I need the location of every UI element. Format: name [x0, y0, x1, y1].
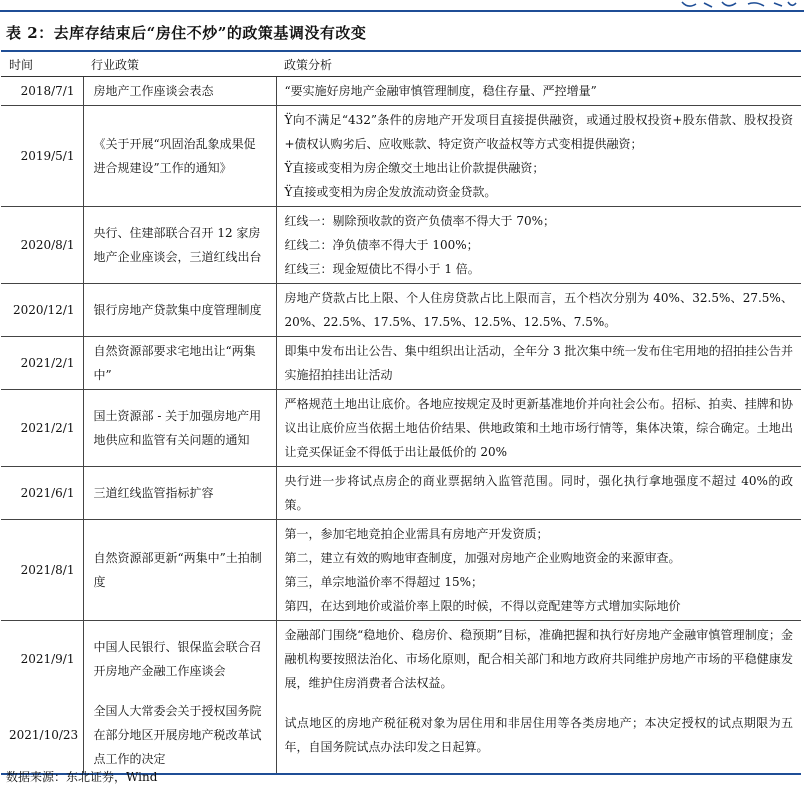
- analysis-line: 红线二：净负债率不得大于 100%；: [284, 238, 479, 252]
- analysis-line: 第二，建立有效的购地审查制度，加强对房地产企业购地资金的来源审查。: [284, 551, 681, 565]
- analysis-line: 红线一：剔除预收款的资产负债率不得大于 70%；: [284, 214, 555, 228]
- analysis-line: 金融部门围绕“稳地价、稳房价、稳预期”目标，准确把握和执行好房地产金融审慎管理制度；金融机构要按照法治化、市场化原则，配合相关部门和地方政府共同维护房地产市场的平稳健康发展，维护住房消费者合法权益。: [284, 628, 793, 690]
- row-policy: 房地产工作座谈会表态: [83, 77, 276, 106]
- row-analysis: [276, 467, 801, 520]
- analysis-line: “要实施好房地产金融审慎管理制度，稳住存量、严控增量”: [284, 84, 597, 98]
- row-date: 2020/8/1: [1, 207, 83, 284]
- row-analysis: [276, 520, 801, 621]
- row-date: 2021/10/23: [1, 697, 83, 774]
- analysis-line: 房地产贷款占比上限、个人住房贷款占比上限而言，五个档次分别为 40%、32.5%、27.5%、20%、22.5%、17.5%、17.5%、12.5%、12.5%、7.5%。: [284, 291, 793, 329]
- table-row: [1, 207, 801, 284]
- row-analysis: [276, 207, 801, 284]
- row-policy: 自然资源部更新“两集中”土拍制度: [83, 520, 276, 621]
- table-row: [1, 621, 801, 698]
- row-analysis: [276, 284, 801, 337]
- row-date: 2021/2/1: [1, 337, 83, 390]
- row-policy: 全国人大常委会关于授权国务院在部分地区开展房地产税改革试点工作的决定: [83, 697, 276, 774]
- analysis-line: Ÿ直接或变相为房企缴交土地出让价款提供融资；: [284, 161, 545, 175]
- row-analysis: [276, 337, 801, 390]
- header-policy: 行业政策: [83, 51, 276, 77]
- table-row: [1, 77, 801, 106]
- analysis-line: 第一，参加宅地竞拍企业需具有房地产开发资质；: [284, 527, 549, 541]
- policy-table: [1, 50, 801, 775]
- analysis-line: 即集中发布出让公告、集中组织出让活动，全年分 3 批次集中统一发布住宅用地的招拍挂公告并实施招拍挂出让活动: [284, 344, 793, 382]
- table-row: [1, 467, 801, 520]
- header-bar: [0, 0, 804, 14]
- table-row: [1, 520, 801, 621]
- row-analysis: [276, 390, 801, 467]
- row-date: 2020/12/1: [1, 284, 83, 337]
- row-policy: 《关于开展“巩固治乱象成果促进合规建设”工作的通知》: [83, 106, 276, 207]
- header-analysis: 政策分析: [276, 51, 801, 77]
- analysis-line: 红线三：现金短债比不得小于 1 倍。: [284, 262, 480, 276]
- row-analysis: [276, 621, 801, 698]
- analysis-line: Ÿ直接或变相为房企发放流动资金贷款。: [284, 185, 497, 199]
- table-row: [1, 390, 801, 467]
- analysis-line: 央行进一步将试点房企的商业票据纳入监管范围。同时，强化执行拿地强度不超过 40%的政策。: [284, 474, 793, 512]
- analysis-line: 第四，在达到地价或溢价率上限的时候，不得以竞配建等方式增加实际地价: [284, 599, 681, 613]
- row-analysis: [276, 77, 801, 106]
- row-date: 2021/6/1: [1, 467, 83, 520]
- analysis-line: 试点地区的房地产税征税对象为居住用和非居住用等各类房地产；本决定授权的试点期限为五年，自国务院试点办法印发之日起算。: [284, 716, 793, 754]
- row-analysis: [276, 106, 801, 207]
- table-row: [1, 106, 801, 207]
- row-policy: 自然资源部要求宅地出让“两集中”: [83, 337, 276, 390]
- row-analysis: [276, 697, 801, 774]
- analysis-line: 第三，单宗地溢价率不得超过 15%；: [284, 575, 483, 589]
- row-policy: 银行房地产贷款集中度管理制度: [83, 284, 276, 337]
- row-date: 2021/8/1: [1, 520, 83, 621]
- row-policy: 国土资源部 - 关于加强房地产用地供应和监管有关问题的通知: [83, 390, 276, 467]
- header-date: 时间: [1, 51, 83, 77]
- table-row: [1, 337, 801, 390]
- table-row: [1, 697, 801, 774]
- row-policy: 央行、住建部联合召开 12 家房地产企业座谈会，三道红线出台: [83, 207, 276, 284]
- analysis-line: Ÿ向不满足“432”条件的房地产开发项目直接提供融资，或通过股权投资+股东借款、股权投资+债权认购劣后、应收账款、特定资产收益权等方式变相提供融资；: [284, 113, 793, 151]
- row-date: 2018/7/1: [1, 77, 83, 106]
- brand-logo-icon: [678, 0, 798, 10]
- row-date: 2021/2/1: [1, 390, 83, 467]
- table-row: [1, 284, 801, 337]
- row-date: 2019/5/1: [1, 106, 83, 207]
- row-policy: 三道红线监管指标扩容: [83, 467, 276, 520]
- table-caption: 表 2：去库存结束后“房住不炒”的政策基调没有改变: [6, 24, 367, 42]
- table-header-row: [1, 51, 801, 77]
- row-policy: 中国人民银行、银保监会联合召开房地产金融工作座谈会: [83, 621, 276, 698]
- header-rule: [0, 10, 804, 12]
- source-note: 数据来源：东北证券，Wind: [6, 770, 158, 784]
- analysis-line: 严格规范土地出让底价。各地应按规定及时更新基准地价并向社会公布。招标、拍卖、挂牌和协议出让底价应当依据土地估价结果、供地政策和土地市场行情等，集体决策，综合确定。土地出让竞买保证金不得低于出让最低价的 20%: [284, 397, 793, 459]
- row-date: 2021/9/1: [1, 621, 83, 698]
